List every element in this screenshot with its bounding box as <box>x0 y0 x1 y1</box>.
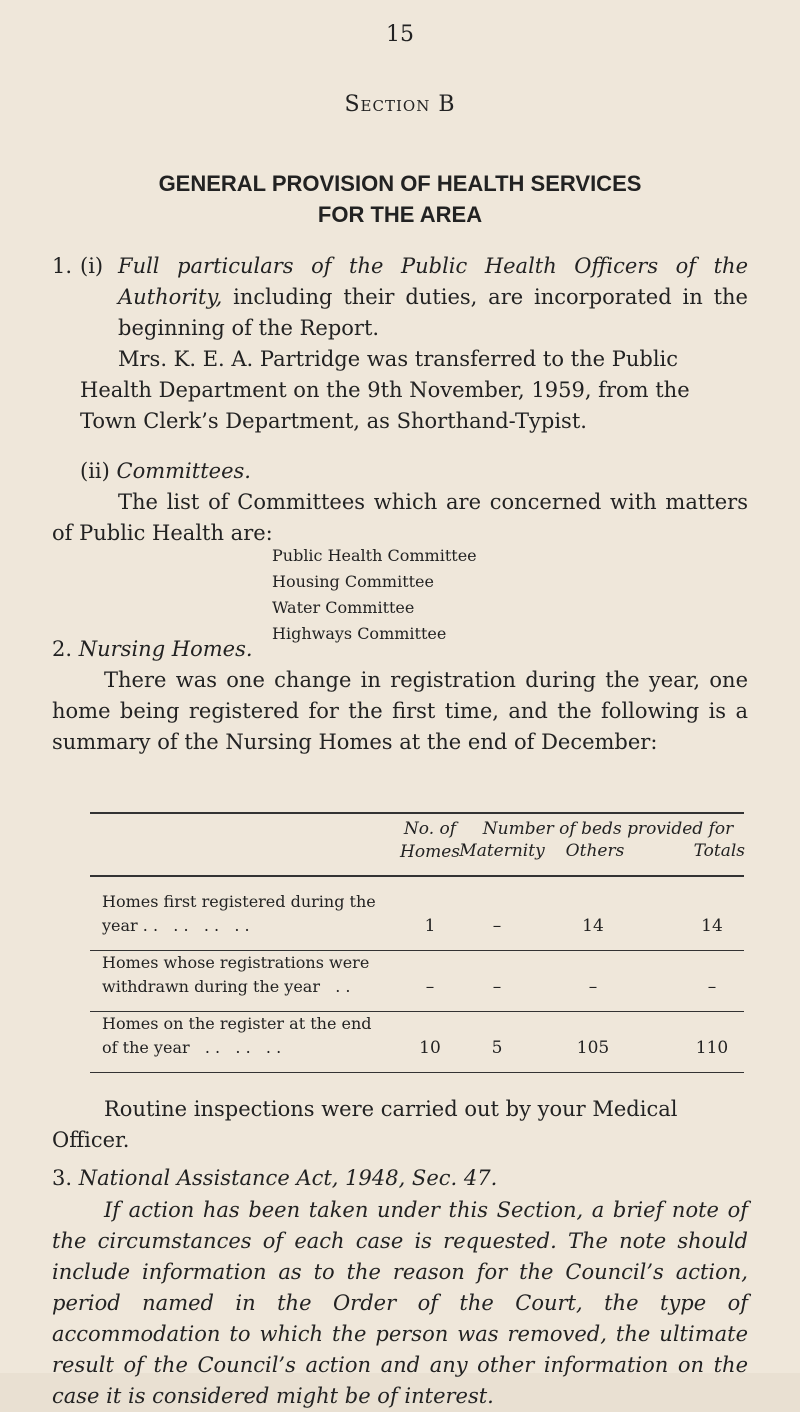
cell-homes: 10 <box>419 1038 441 1058</box>
page-number: 15 <box>386 22 414 47</box>
item-number: 3. <box>52 1166 73 1190</box>
col-maternity-header: Maternity <box>459 841 545 861</box>
nursing-homes-title: Nursing Homes. <box>78 637 253 661</box>
item-number: 2. <box>52 637 73 661</box>
committee-list <box>272 543 477 647</box>
national-assistance-title: National Assistance Act, 1948, Sec. 47. <box>78 1166 498 1190</box>
header-text: No. of <box>403 819 457 839</box>
item2-heading <box>52 634 253 665</box>
table-row-label <box>102 890 402 938</box>
row-label-line: Homes whose registrations were <box>102 953 370 972</box>
header-text: Homes <box>400 842 460 862</box>
cell-maternity: 5 <box>491 1038 503 1058</box>
row-label-line: withdrawn during the year . . <box>102 977 351 996</box>
committee-item: Housing Committee <box>272 572 434 591</box>
col-totals-header: Totals <box>693 841 745 861</box>
routine-inspections-text: Routine inspections were carried out by your Medical Officer. <box>52 1097 678 1152</box>
sub-number: (ii) <box>80 459 110 483</box>
item2-text: There was one change in registration during the year, one home being registered for the first time, and the following is a summary of the Nursing Homes at the end of December: <box>52 668 748 754</box>
item3-heading <box>52 1163 497 1194</box>
cell-others: 14 <box>582 916 604 936</box>
cell-others: 105 <box>576 1038 610 1058</box>
committee-item: Water Committee <box>272 598 415 617</box>
sub-number: (i) <box>80 254 104 278</box>
cell-totals: 110 <box>695 1038 729 1058</box>
committee-item: Public Health Committee <box>272 546 477 565</box>
item-number: 1. <box>52 254 73 278</box>
item1-paragraph <box>118 251 748 344</box>
table-row-label <box>102 1012 402 1060</box>
row-label-line: Homes on the register at the end <box>102 1014 372 1033</box>
item3-text: If action has been taken under this Section, a brief note of the circumstances of each case is requested. The note should include information as to the reason for the Council’s action, period named in the Order of the Court, the type of accommodation to which the person was removed, the ultimate result of the Council’s action and any other information on the case it is considered might be of interest. <box>52 1198 748 1408</box>
table-rule <box>90 812 744 814</box>
cell-maternity: – <box>492 916 502 936</box>
cell-homes: – <box>425 977 435 997</box>
beds-header: Number of beds provided for <box>482 819 734 839</box>
cell-homes: 1 <box>424 916 436 936</box>
row-label-line: Homes first registered during the <box>102 892 376 911</box>
row-label-line: year . . . . . . . . <box>102 916 250 935</box>
table-rule <box>90 875 744 877</box>
title-line: FOR THE AREA <box>317 202 483 227</box>
col-others-header: Others <box>565 841 625 861</box>
item1-heading: Full particulars of the Public Health Officers of the Authority, <box>118 254 748 309</box>
title-line: GENERAL PROVISION OF HEALTH SERVICES <box>158 171 642 196</box>
cell-totals: 14 <box>701 916 723 936</box>
item1-text: including their duties, are incorporated in the beginning of the Report. <box>118 285 748 340</box>
committees-heading <box>80 456 251 487</box>
table-row-label <box>102 951 402 999</box>
item1-para <box>80 344 748 437</box>
cell-totals: – <box>707 977 717 997</box>
committee-item: Highways Committee <box>272 624 447 643</box>
table-rule <box>90 1072 744 1073</box>
committees-intro: The list of Committees which are concerned with matters of Public Health are: <box>52 490 748 545</box>
committees-title: Committees. <box>116 459 251 483</box>
page-title <box>0 168 800 230</box>
row-label-line: of the year . . . . . . <box>102 1038 282 1057</box>
section-heading: Section B <box>344 92 456 117</box>
col-homes-header <box>398 818 462 864</box>
cell-maternity: – <box>492 977 502 997</box>
cell-others: – <box>588 977 598 997</box>
partridge-text: Mrs. K. E. A. Partridge was transferred to the Public Health Department on the 9th November, 1959, from the Town Clerk’s Department, as Shorthand-Typist. <box>80 347 690 433</box>
